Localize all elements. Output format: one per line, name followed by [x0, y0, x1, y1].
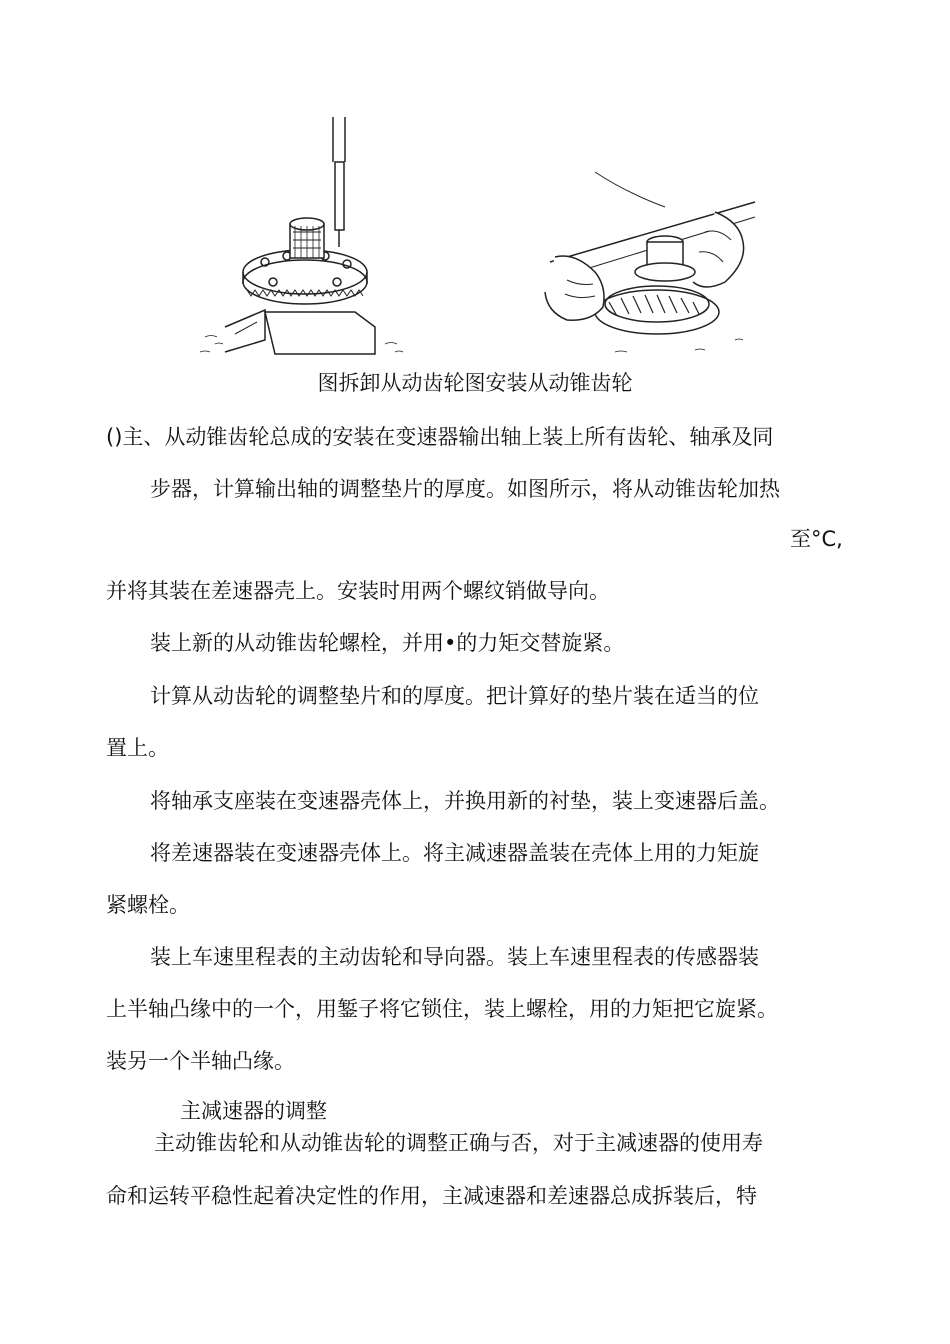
illustration-figure	[195, 112, 765, 362]
figure-caption: 图拆卸从动齿轮图安装从动锥齿轮	[317, 371, 633, 395]
body-line-6: 计算从动齿轮的调整垫片和的厚度。把计算好的垫片装在适当的位	[150, 684, 759, 708]
body-line-9: 将差速器装在变速器壳体上。将主减速器盖装在壳体上用的力矩旋	[150, 841, 759, 865]
body-line-3: 至°C,	[790, 527, 843, 551]
body-line-5: 装上新的从动锥齿轮螺栓，并用•的力矩交替旋紧。	[150, 631, 625, 655]
body-line-11: 装上车速里程表的主动齿轮和导向器。装上车速里程表的传感器装	[150, 945, 759, 969]
body-line-15: 主动锥齿轮和从动锥齿轮的调整正确与否，对于主减速器的使用寿	[154, 1131, 763, 1155]
body-line-13: 装另一个半轴凸缘。	[106, 1049, 295, 1073]
body-line-10: 紧螺栓。	[106, 893, 190, 917]
section-heading: 主减速器的调整	[180, 1099, 327, 1123]
gear-illustrations	[195, 112, 765, 362]
body-line-2: 步器，计算输出轴的调整垫片的厚度。如图所示，将从动锥齿轮加热	[150, 477, 780, 501]
body-line-7: 置上。	[106, 736, 169, 760]
body-line-12: 上半轴凸缘中的一个，用錾子将它锁住，装上螺栓，用的力矩把它旋紧。	[106, 997, 778, 1021]
body-line-4: 并将其装在差速器壳上。安装时用两个螺纹销做导向。	[106, 579, 610, 603]
bevel-gear-installation-illustration	[545, 172, 755, 352]
body-line-8: 将轴承支座装在变速器壳体上，并换用新的衬垫，装上变速器后盖。	[150, 789, 780, 813]
gear-removal-illustration	[200, 117, 403, 354]
body-line-1: ()主、从动锥齿轮总成的安装在变速器输出轴上装上所有齿轮、轴承及同	[106, 425, 774, 449]
body-line-16: 命和运转平稳性起着决定性的作用，主减速器和差速器总成拆装后，特	[106, 1184, 757, 1208]
